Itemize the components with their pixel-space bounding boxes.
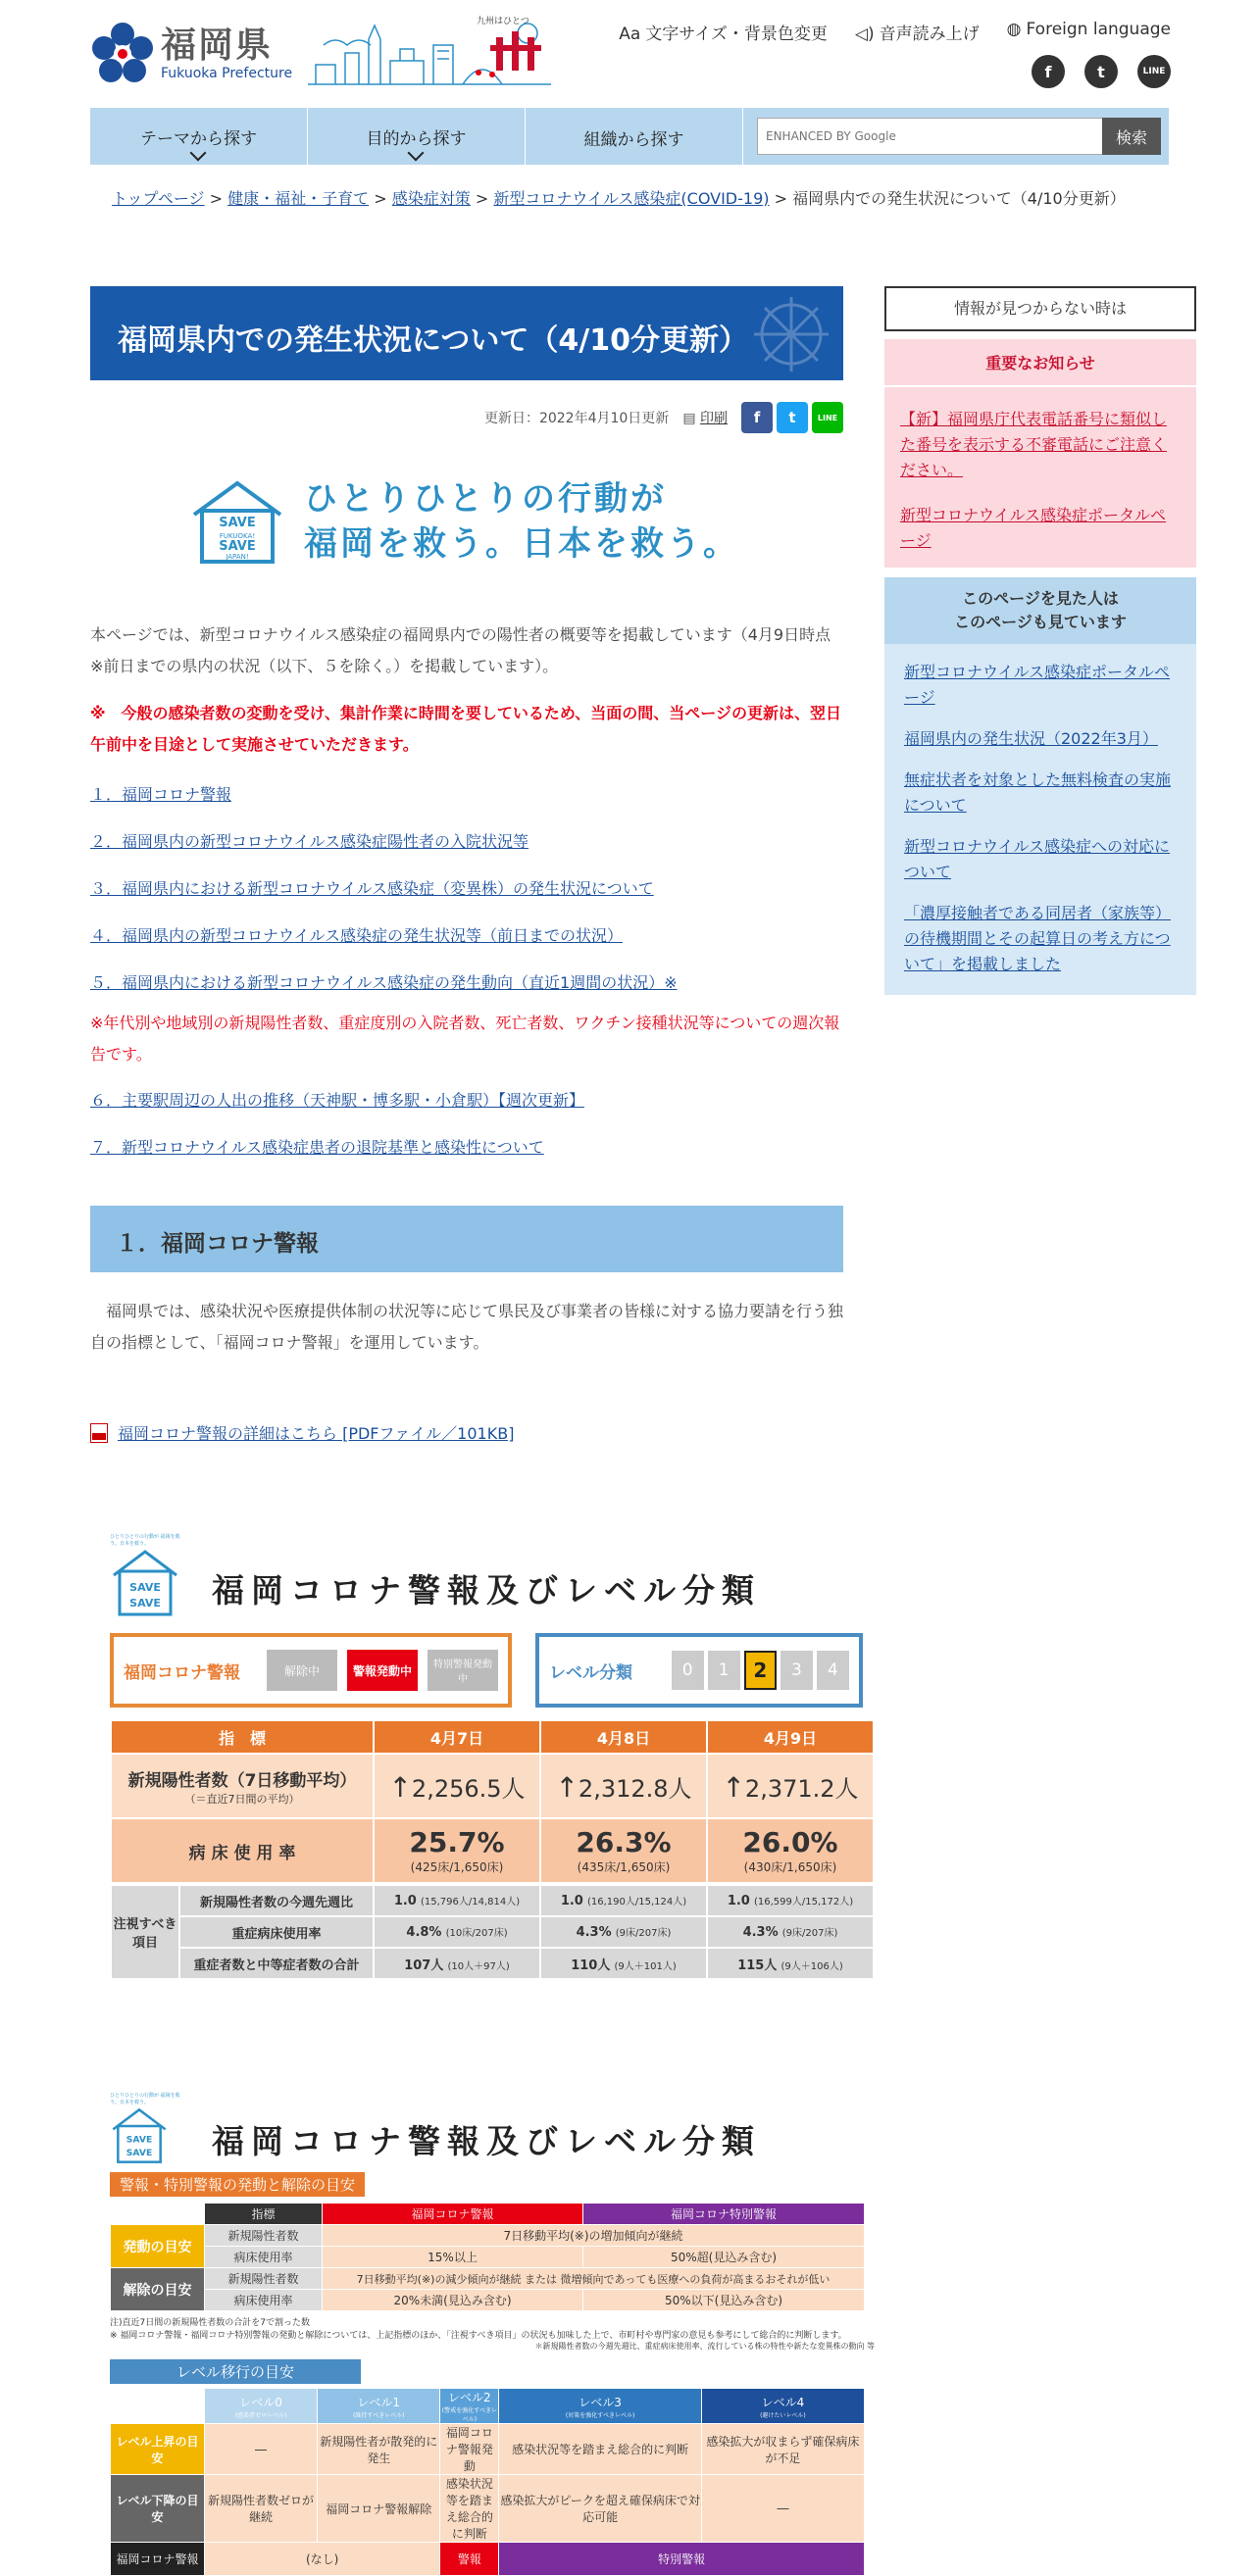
section-heading-alert: １．福岡コロナ警報: [90, 1206, 843, 1272]
breadcrumb-current: 福岡県内での発生状況について（4/10分更新）: [792, 189, 1126, 208]
section-alert-text: 福岡県では、感染状況や医療提供体制の状況等に応じて県民及び事業者の皆様に対する協力要請を行う独自の指標として、「福岡コロナ警報」を運用しています。: [90, 1302, 844, 1352]
viewed-link-1[interactable]: 新型コロナウイルス感染症ポータルページ: [904, 663, 1171, 707]
share-line-icon[interactable]: LINE: [812, 402, 843, 433]
search-button[interactable]: 検索: [1102, 118, 1161, 155]
site-header: [0, 0, 1259, 108]
level-0: 0: [672, 1651, 704, 1690]
kyushu-brand-caption: 九州はひとつ: [477, 17, 529, 26]
important-heading: 重要なお知らせ: [884, 339, 1196, 387]
breadcrumb-infection[interactable]: 感染症対策: [391, 189, 471, 208]
important-link-2[interactable]: 新型コロナウイルス感染症ポータルページ: [900, 506, 1167, 550]
viewed-link-3[interactable]: 無症状者を対象とした無料検査の実施について: [904, 770, 1172, 815]
global-nav: [90, 108, 1169, 165]
alert-state-special: 特別警報発動中: [428, 1650, 498, 1691]
text-size-link[interactable]: Aa 文字サイズ・背景色変更: [619, 25, 828, 44]
logo-japanese: 福岡県: [161, 25, 274, 66]
breadcrumb-health[interactable]: 健康・福祉・子育て: [227, 189, 370, 208]
banner-slogan: ひとりひとりの行動が 福岡を救う。日本を救う。: [304, 479, 739, 564]
updated-date: 更新日：2022年4月10日更新: [483, 411, 670, 426]
toc-note: ※年代別や地域別の新規陽性者数、重症度別の入院者数、死亡者数、ワクチン接種状況等についての週次報告です。: [90, 1014, 840, 1064]
share-twitter-icon[interactable]: t: [777, 402, 808, 433]
nav-purpose[interactable]: 目的から探す: [308, 108, 526, 165]
toc-item-7[interactable]: ７．新型コロナウイルス感染症患者の退院基準と感染性について: [90, 1138, 544, 1157]
alert-criteria-infographic: [110, 2093, 875, 2566]
logo-english: Fukuoka Prefecture: [161, 66, 293, 81]
toc-item-6[interactable]: ６．主要駅周辺の人出の推移（天神駅・博多駅・小倉駅）【週次更新】: [90, 1091, 585, 1110]
criteria-section-label: 警報・特別警報の発動と解除の目安: [110, 2172, 365, 2197]
breadcrumb: トップページ > 健康・福祉・子育て > 感染症対策 > 新型コロナウイルス感染症(COVID-19) > 福岡県内での発生状況について（4/10分更新）: [112, 189, 1126, 208]
viewed-link-5[interactable]: 「濃厚接触者である同居者（家族等）の待機期間とその起算日の考え方について」を掲載しました: [904, 904, 1172, 973]
main-content: [90, 286, 843, 1444]
pdf-link[interactable]: 福岡コロナ警報の詳細はこちら [PDFファイル／101KB]: [90, 1421, 843, 1444]
page-title: 福岡県内での発生状況について（4/10分更新）: [90, 286, 843, 380]
arrow-up-icon: ↑: [555, 1770, 579, 1804]
toc-item-2[interactable]: ２．福岡県内の新型コロナウイルス感染症陽性者の入院状況等: [90, 832, 529, 851]
page-meta: [90, 402, 843, 433]
breadcrumb-covid[interactable]: 新型コロナウイルス感染症(COVID-19): [493, 189, 770, 208]
arrow-up-icon: ↑: [722, 1770, 745, 1804]
ume-flower-logo-icon: [90, 22, 155, 86]
level-transition-table: レベル0 (感染者ゼロレベル) レベル1 (維持すべきレベル) レベル2 (警戒を強化すべきレベル) レベル3 (対策を強化すべきレベル) レベル4 (避けたいレベル) レベル上昇の目安 ― 新規陽性者が散発的に発生 福岡コロナ警報発動 感染状況等を踏まえ総合的に判断 感染拡大が収まらず確保病床が不足 レベル下降の目安 新規陽性者数ゼロが継続 福岡コロナ警報解除 感染状況等を踏まえ総合的に判断 感染拡大がピークを超え確保病床で対応可能 ― 福岡コロナ警報 (なし) 警報 特別警報: [110, 2388, 865, 2576]
toc-item-4[interactable]: ４．福岡県内の新型コロナウイルス感染症の発生状況等（前日までの状況）: [90, 926, 624, 945]
line-icon[interactable]: LINE: [1137, 55, 1171, 88]
site-logo[interactable]: [90, 22, 292, 86]
criteria-note-2: ※ 福岡コロナ警報・福岡コロナ特別警報の発動と解除については、上記指標のほか、「注視すべき項目」の状況も加味した上で、市町村や専門家の意見も参考にして総合的に判断します。: [110, 2331, 847, 2341]
viewed-link-4[interactable]: 新型コロナウイルス感染症への対応について: [904, 837, 1171, 881]
mini2-save-bottom: SAVE: [126, 2148, 153, 2158]
share-facebook-icon[interactable]: f: [741, 402, 773, 433]
also-viewed-heading: このページを見た人は このページも見ています: [884, 577, 1196, 644]
search-input[interactable]: [757, 118, 1110, 155]
banner-japan-text: JAPAN!: [226, 553, 249, 561]
not-found-button[interactable]: 情報が見つからない時は: [884, 286, 1196, 331]
alert-level-infographic: [110, 1534, 875, 1990]
table-of-contents: [90, 782, 843, 1161]
speech-link[interactable]: ◁) 音声読み上げ: [854, 25, 980, 44]
level-3: 3: [781, 1651, 813, 1690]
globe-icon: ◍: [1006, 20, 1022, 39]
important-notices: [884, 339, 1196, 568]
breadcrumb-top[interactable]: トップページ: [112, 189, 205, 208]
intro-text: 本ページでは、新型コロナウイルス感染症の福岡県内での陽性者の概要等を掲載しています（4月9日時点 ※前日までの県内の状況（以下、５を除く。）を掲載しています）。: [90, 625, 831, 675]
twitter-icon[interactable]: t: [1084, 55, 1118, 88]
criteria-table: 指標 福岡コロナ警報 福岡コロナ特別警報 発動の目安 新規陽性者数 7日移動平均(※)の増加傾向が継続 病床使用率 15%以上 50%超(見込み含む) 解除の目安 新規陽性者数 7日移動平均(※)の減少傾向が継続 または 微増傾向であっても医療への負荷が高まるおそれが低い 病床使用率 20%未満(見込み含む) 50%以下(見込み含む): [110, 2203, 865, 2311]
mini2-save-top: SAVE: [126, 2134, 153, 2146]
alert-status-card: 福岡コロナ警報 解除中 警報発動中 特別警報発動中: [110, 1633, 512, 1708]
level-1: 1: [708, 1651, 740, 1690]
save-fukuoka-banner: [188, 476, 843, 567]
arrow-up-icon: ↑: [388, 1770, 412, 1804]
banner-save-top: SAVE: [219, 516, 256, 530]
speaker-icon: ◁): [854, 25, 875, 44]
share-buttons: [741, 402, 843, 433]
info2-logo-tag: ひとりひとりの行動が 福岡を救う。日本を救う。: [110, 2093, 180, 2105]
nav-organization[interactable]: 組織から探す: [526, 108, 743, 165]
toc-item-5[interactable]: ５．福岡県内における新型コロナウイルス感染症の発生動向（直近1週間の状況）※: [90, 973, 678, 992]
sidebar: [884, 286, 1196, 995]
site-search: [757, 118, 1161, 155]
mini-save-top: SAVE: [129, 1581, 161, 1594]
viewed-link-2[interactable]: 福岡県内の発生状況（2022年3月）: [904, 729, 1158, 748]
pdf-icon: [90, 1423, 108, 1443]
text-size-icon: Aa: [619, 25, 641, 44]
save-house-small-icon: [110, 2106, 169, 2165]
alert-state-active: 警報発動中: [347, 1650, 418, 1691]
info2-title: 福岡コロナ警報及びレベル分類: [212, 2122, 761, 2160]
info1-title: 福岡コロナ警報及びレベル分類: [212, 1571, 761, 1610]
snowflake-decoration-icon: [749, 292, 833, 376]
toc-item-3[interactable]: ３．福岡県内における新型コロナウイルス感染症（変異株）の発生状況について: [90, 879, 654, 898]
printer-icon: ▤: [682, 411, 700, 426]
level-2: 2: [744, 1651, 777, 1690]
print-link[interactable]: ▤ 印刷: [682, 411, 728, 426]
watch-items-table: 注視すべき項目 新規陽性者数の今週先週比 1.0 (15,796人/14,814人) 1.0 (16,190人/15,124人) 1.0 (16,599人/15,172人) 重症病床使用率 4.8% (10床/207床) 4.3% (9床/207床) 4.3% (9床/207床) 重症者数と中等症者数の合計 107人 (10人＋97人) 110人 (9人＋101人) 115人 (9人＋106人): [110, 1884, 875, 1980]
level-card: レベル分類 0 1 2 3 4: [535, 1633, 863, 1708]
criteria-note-1: 注)直近7日間の新規陽性者数の合計を7で割った数: [110, 2318, 310, 2328]
kyushu-brand-icon: [484, 18, 547, 86]
social-links: [1032, 55, 1171, 88]
utility-links: [619, 20, 1171, 44]
level-section-label: レベル移行の目安: [110, 2359, 361, 2384]
alert-state-inactive: 解除中: [267, 1650, 337, 1691]
banner-save-bottom: SAVE: [219, 539, 256, 554]
save-house-icon: [188, 479, 286, 564]
facebook-icon[interactable]: f: [1032, 55, 1065, 88]
mini-save-bottom: SAVE: [129, 1597, 161, 1610]
foreign-language-link[interactable]: ◍ Foreign language: [1006, 20, 1171, 39]
alert-stats-table: 指 標 4月7日 4月8日 4月9日 新規陽性者数（7日移動平均） （＝直近7日間の平均） ↑2,256.5人 ↑2,312.8人 ↑2,371.2人 病 床 使 用 率 25.7% (425床/1,650床) 26.3% (435床/1,650床) 26.0% (430床/1,650床): [110, 1719, 875, 1884]
criteria-note-3: ＊新規陽性者数の今週先週比、重症病床使用率、流行している株の特性や新たな変異株の動向 等: [534, 2342, 875, 2351]
level-4: 4: [817, 1651, 849, 1690]
also-viewed: [884, 577, 1196, 995]
banner-fukuoka-text: FUKUOKA!: [219, 532, 256, 540]
save-house-small-icon: [110, 1548, 180, 1618]
info1-logo-tag: ひとりひとりの行動が 福岡を救う。日本を救う。: [110, 1534, 180, 1547]
update-notice: ※ 今般の感染者数の変動を受け、集計作業に時間を要しているため、当面の間、当ページの更新は、翌日午前中を目途として実施させていただきます。: [90, 704, 841, 754]
important-link-1[interactable]: 【新】福岡県庁代表電話番号に類似した番号を表示する不審電話にご注意ください。: [900, 410, 1168, 479]
toc-item-1[interactable]: １．福岡コロナ警報: [90, 785, 232, 804]
nav-theme[interactable]: テーマから探す: [90, 108, 308, 165]
